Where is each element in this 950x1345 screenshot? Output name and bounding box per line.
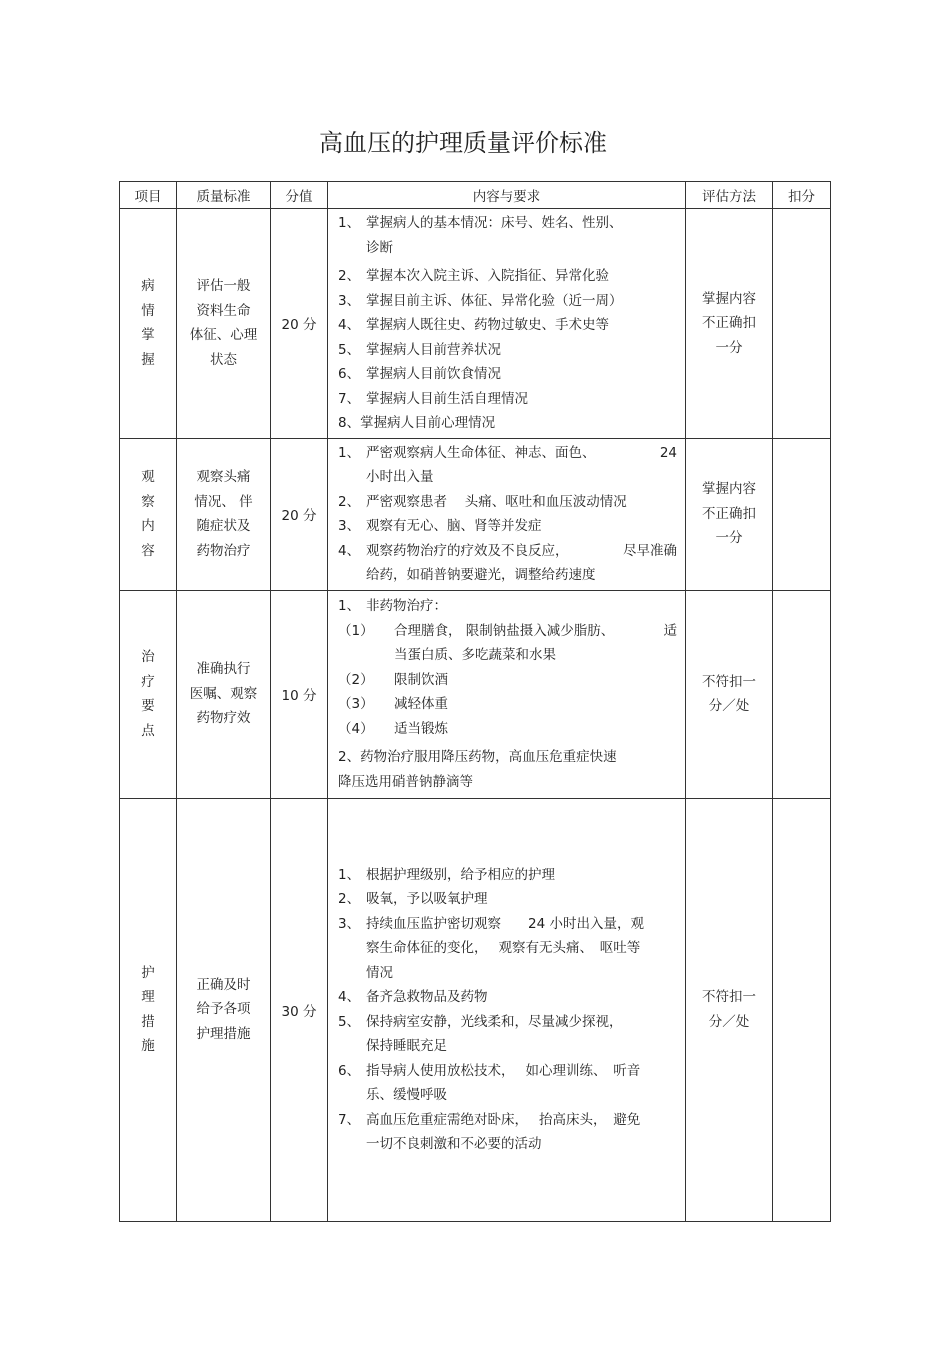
item-char: 握 (141, 351, 155, 368)
content-fragment: 尽早准确 (623, 542, 677, 559)
standard-line: 药物疗效 (196, 710, 251, 727)
standard-line: 给予各项 (196, 1001, 251, 1018)
header-item: 项目 (120, 182, 177, 209)
method-cell (686, 209, 773, 439)
table-row (120, 798, 831, 1221)
item-number: 5、 (338, 1013, 361, 1030)
content-line: 掌握病人的基本情况：床号、姓名、性别、 (366, 215, 623, 231)
header-standard: 质量标准 (177, 182, 271, 209)
content-line: 掌握目前主诉、体征、异常化验（近一周） (366, 292, 623, 309)
standard-line: 正确及时 (196, 976, 251, 993)
item-number: 1、 (338, 444, 361, 461)
content-cell (328, 209, 686, 439)
method-line: 一分 (715, 530, 743, 547)
standard-line: 资料生命 (196, 302, 251, 319)
standard-line: 护理措施 (196, 1025, 251, 1042)
table-row (120, 209, 831, 439)
content-line: 限制饮酒 (394, 671, 448, 688)
content-line: 察生命体征的变化， 观察有无头痛、 呕吐等 (366, 940, 641, 956)
content-fragment: 24 (659, 444, 677, 461)
method-cell (686, 798, 773, 1221)
item-char: 护 (141, 964, 155, 981)
content-line: 8、掌握病人目前心理情况 (338, 415, 496, 431)
deduction-cell (773, 798, 831, 1221)
content-line: 指导病人使用放松技术， 如心理训练、 听音 (366, 1062, 641, 1079)
item-char: 容 (141, 542, 155, 559)
content-line: 适当锻炼 (394, 720, 448, 737)
item-number: 4、 (338, 542, 361, 559)
item-number: 4、 (338, 317, 361, 333)
content-line: 高血压危重症需绝对卧床， 抬高床头， 避免 (366, 1111, 641, 1128)
content-line: 一切不良刺激和不必要的活动 (366, 1136, 542, 1152)
item-cell (120, 798, 177, 1221)
method-cell (686, 590, 773, 798)
header-deduction: 扣分 (773, 182, 831, 209)
standard-cell (177, 798, 271, 1221)
item-number: 6、 (338, 1062, 361, 1079)
method-line: 掌握内容 (702, 290, 756, 307)
item-char: 疗 (141, 673, 155, 690)
item-char: 病 (141, 278, 155, 295)
method-cell (686, 438, 773, 590)
content-line: 观察药物治疗的疗效及不良反应， (366, 542, 569, 559)
item-number: 2、 (338, 268, 361, 284)
item-number: 7、 (338, 390, 361, 407)
item-number: 1、 (338, 866, 361, 883)
score-cell: 20 分 (271, 209, 328, 439)
content-line: 吸氧，予以吸氧护理 (366, 891, 488, 907)
header-content: 内容与要求 (328, 182, 686, 209)
item-number: 7、 (338, 1111, 361, 1128)
content-line: 根据护理级别，给予相应的护理 (366, 866, 555, 883)
content-line: 情况 (366, 964, 393, 981)
header-row (120, 182, 831, 209)
item-char: 施 (141, 1038, 155, 1054)
content-line: 合理膳食， 限制钠盐摄入减少脂肪、 (394, 622, 615, 639)
method-line: 一分 (715, 339, 743, 356)
content-line: 掌握本次入院主诉、入院指征、异常化验 (366, 268, 609, 284)
item-char: 理 (141, 989, 155, 1005)
evaluation-table (119, 181, 831, 1222)
sub-number: （3） (338, 696, 374, 712)
item-char: 治 (141, 649, 155, 665)
content-line: 备齐急救物品及药物 (366, 989, 488, 1005)
method-line: 不符扣一 (702, 673, 756, 690)
standard-line: 准确执行 (196, 661, 251, 678)
content-fragment: 适 (663, 622, 677, 639)
content-line: 保持睡眠充足 (366, 1038, 447, 1054)
item-char: 措 (141, 1013, 155, 1030)
score-cell: 10 分 (271, 590, 328, 798)
content-line: 保持病室安静，光线柔和，尽量减少探视， (366, 1013, 623, 1030)
content-line: 诊断 (366, 239, 393, 256)
method-line: 分／处 (708, 1013, 750, 1030)
item-cell (120, 209, 177, 439)
standard-cell (177, 438, 271, 590)
item-number: 2、 (338, 493, 361, 510)
content-line: 严密观察患者 头痛、呕吐和血压波动情况 (366, 493, 627, 510)
standard-line: 评估一般 (196, 278, 251, 295)
method-line: 不正确扣 (702, 505, 756, 522)
content-line: 减轻体重 (394, 696, 448, 712)
method-line: 分／处 (708, 698, 750, 714)
content-cell (328, 798, 686, 1221)
score-cell: 20 分 (271, 438, 328, 590)
standard-cell (177, 590, 271, 798)
content-cell (328, 438, 686, 590)
method-line: 不符扣一 (702, 989, 756, 1005)
item-cell (120, 438, 177, 590)
method-line: 掌握内容 (702, 481, 756, 498)
content-line: 乐、缓慢呼吸 (366, 1087, 447, 1103)
item-number: 1、 (338, 598, 361, 614)
content-line: 掌握病人目前饮食情况 (366, 366, 501, 382)
standard-cell (177, 209, 271, 439)
deduction-cell (773, 438, 831, 590)
item-char: 情 (141, 302, 155, 319)
standard-line: 状态 (210, 351, 237, 368)
item-char: 点 (141, 722, 155, 739)
content-line: 降压选用硝普钠静滴等 (338, 773, 473, 790)
content-line: 掌握病人目前生活自理情况 (366, 390, 528, 407)
content-line: 2、药物治疗服用降压药物，高血压危重症快速 (338, 749, 617, 765)
standard-line: 药物治疗 (196, 542, 251, 559)
item-number: 4、 (338, 989, 361, 1005)
content-line: 掌握病人目前营养状况 (366, 341, 501, 358)
content-line: 严密观察病人生命体征、神志、面色、 (366, 444, 596, 461)
content-line: 给药，如硝普钠要避光，调整给药速度 (366, 567, 596, 583)
sub-number: （4） (338, 720, 374, 737)
item-number: 3、 (338, 518, 361, 534)
table-row (120, 590, 831, 798)
item-char: 察 (141, 493, 155, 510)
score-cell: 30 分 (271, 798, 328, 1221)
sub-number: （1） (338, 622, 374, 639)
item-cell (120, 590, 177, 798)
content-cell (328, 590, 686, 798)
method-line: 不正确扣 (702, 315, 756, 331)
item-number: 6、 (338, 366, 361, 382)
item-char: 掌 (141, 327, 155, 344)
item-number: 2、 (338, 891, 361, 907)
item-number: 1、 (338, 215, 361, 231)
item-number: 5、 (338, 341, 361, 358)
standard-line: 情况、 伴 (194, 493, 253, 510)
table-row (120, 438, 831, 590)
standard-line: 观察头痛 (196, 469, 251, 485)
item-char: 内 (141, 518, 155, 534)
content-line: 非药物治疗： (366, 598, 447, 614)
deduction-cell (773, 590, 831, 798)
item-char: 要 (141, 698, 155, 714)
content-line: 小时出入量 (366, 469, 434, 485)
standard-line: 随症状及 (196, 518, 251, 534)
standard-line: 体征、心理 (189, 327, 258, 344)
content-line: 观察有无心、脑、肾等并发症 (366, 518, 542, 534)
content-line: 当蛋白质、多吃蔬菜和水果 (394, 647, 556, 663)
item-char: 观 (141, 469, 155, 485)
deduction-cell (773, 209, 831, 439)
content-line: 掌握病人既往史、药物过敏史、手术史等 (366, 317, 609, 333)
page-title: 高血压的护理质量评价标准 (319, 129, 607, 157)
header-method: 评估方法 (686, 182, 773, 209)
item-number: 3、 (338, 292, 361, 309)
sub-number: （2） (338, 671, 374, 688)
header-score: 分值 (271, 182, 328, 209)
item-number: 3、 (338, 915, 361, 932)
content-line: 持续血压监护密切观察 24 小时出入量，观 (366, 915, 644, 932)
standard-line: 医嘱、观察 (189, 685, 258, 702)
